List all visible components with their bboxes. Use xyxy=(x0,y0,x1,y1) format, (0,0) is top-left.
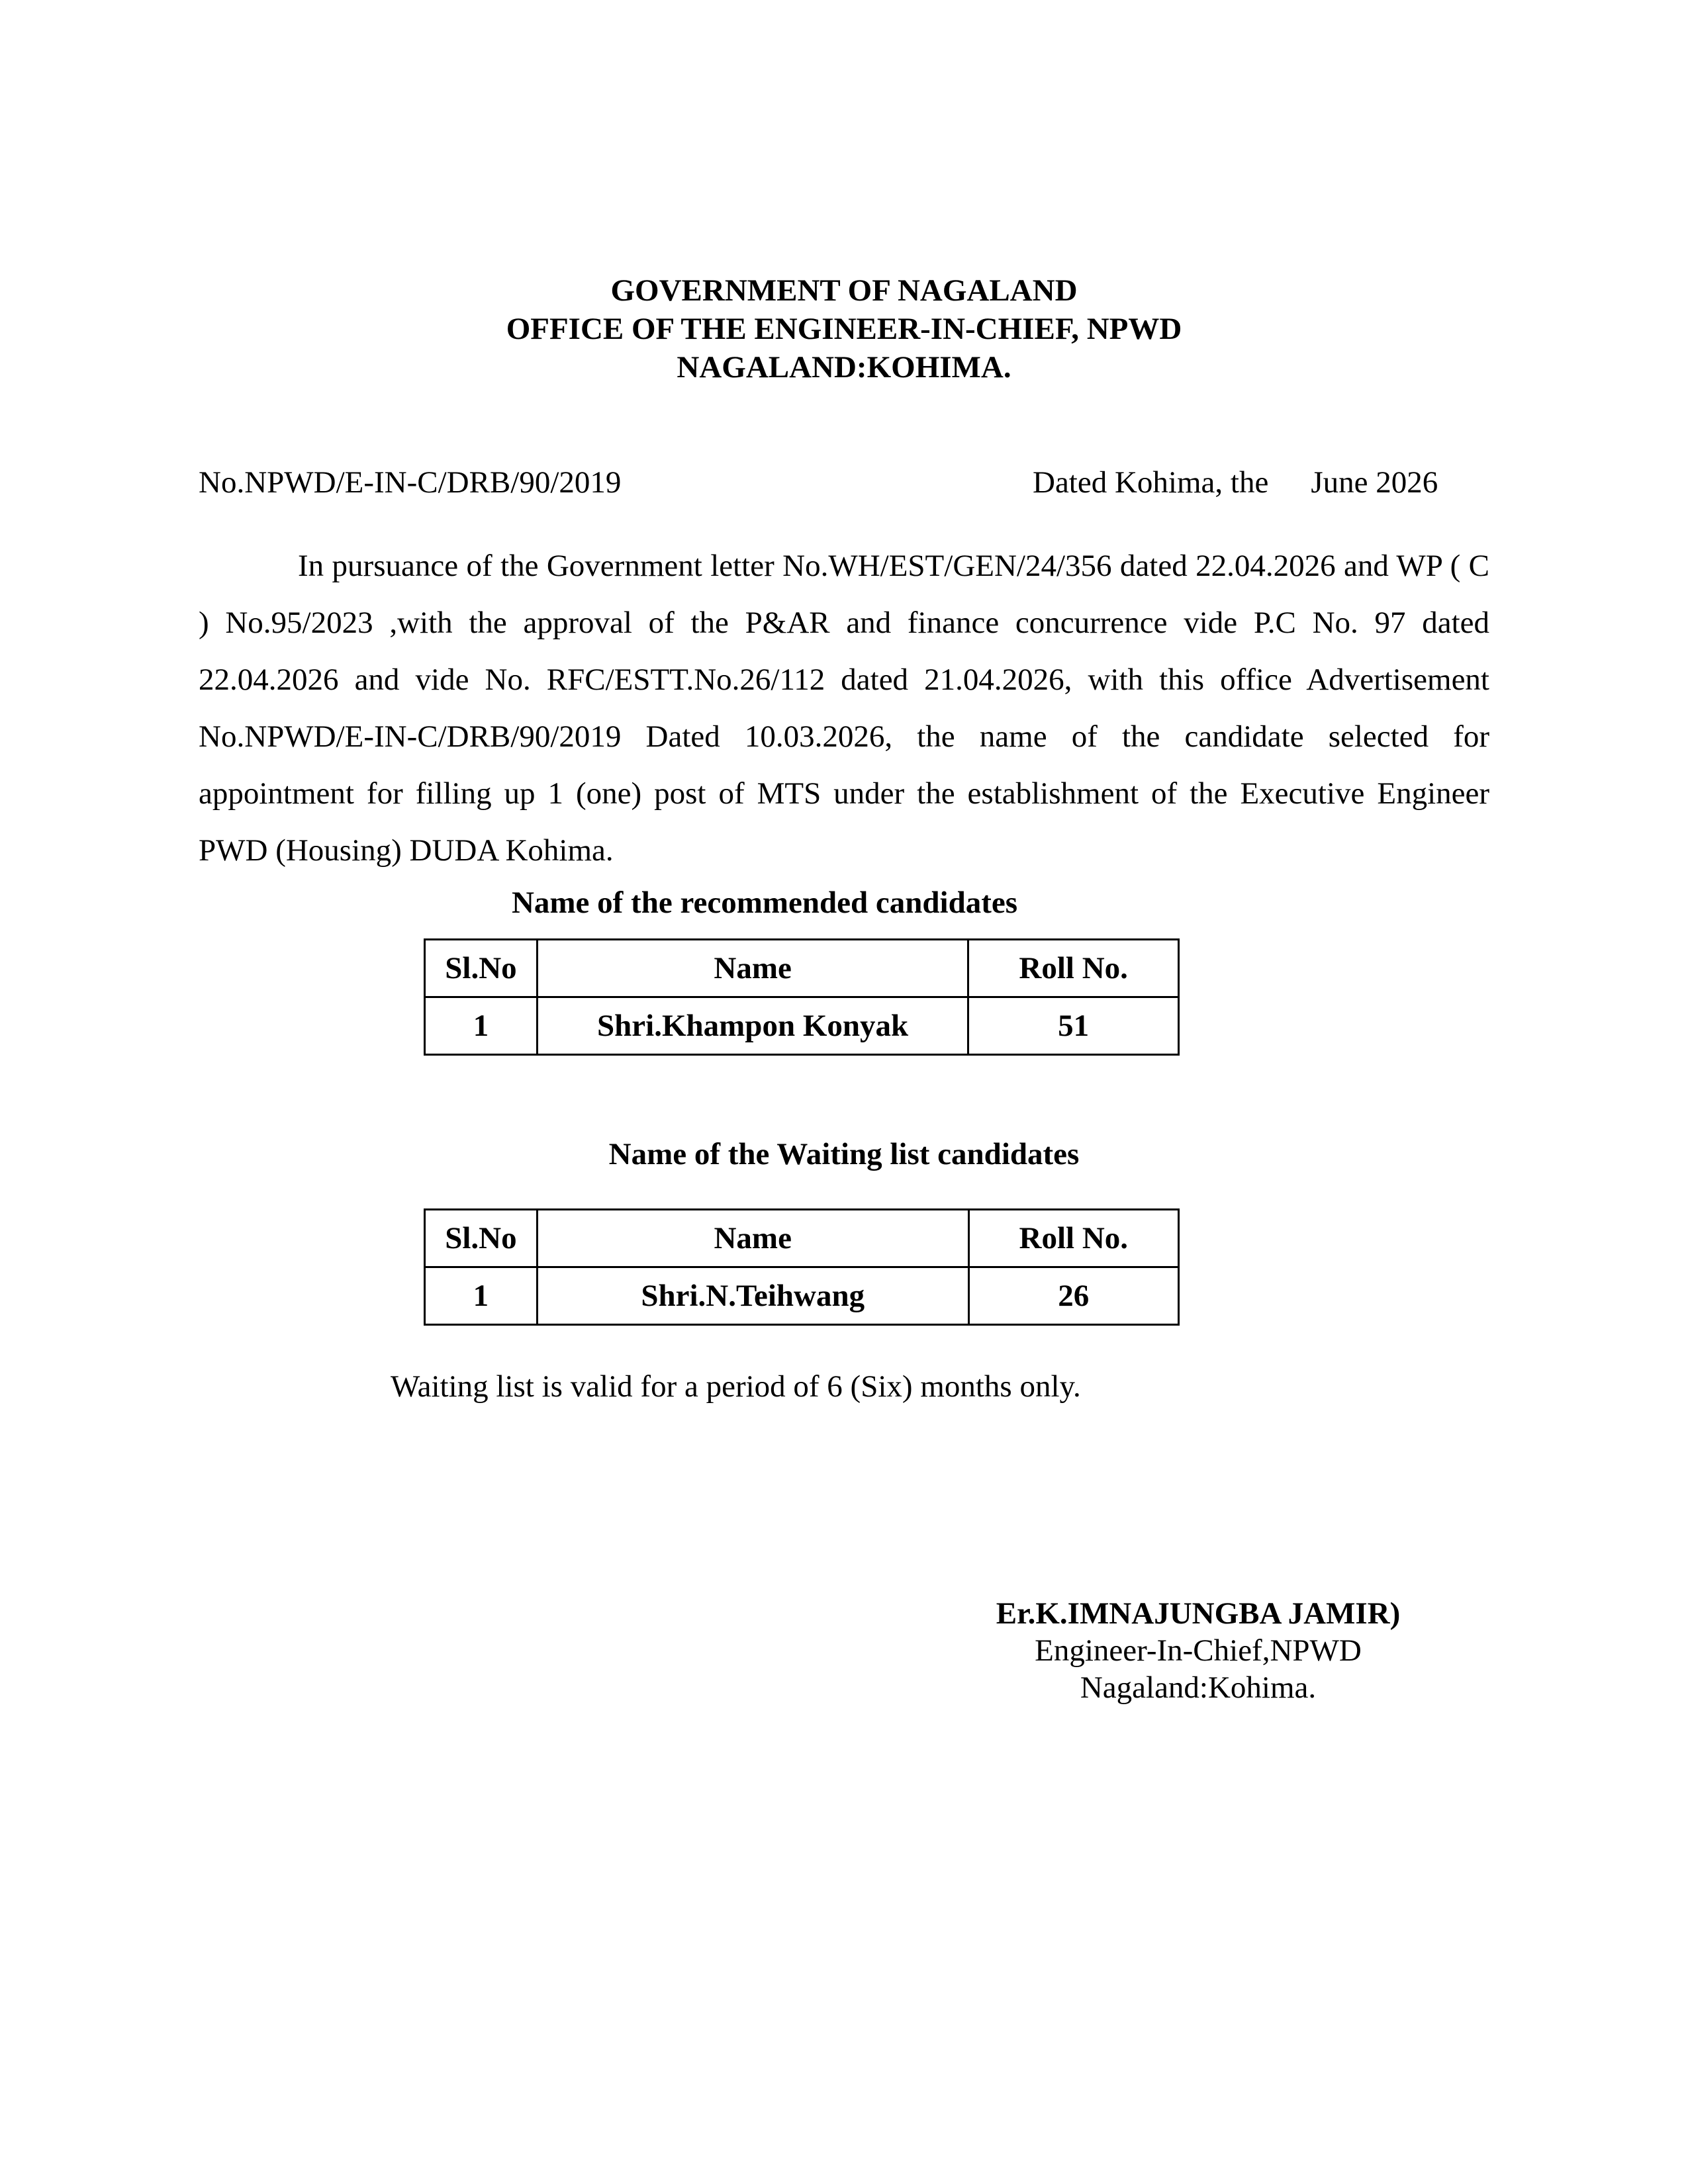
validity-note: Waiting list is valid for a period of 6 (Six) months only. xyxy=(391,1369,1081,1404)
waiting-title: Name of the Waiting list candidates xyxy=(608,1137,1080,1171)
cell-name: Shri.N.Teihwang xyxy=(537,1267,968,1325)
cell-name: Shri.Khampon Konyak xyxy=(537,997,968,1055)
table-header-row xyxy=(425,940,1179,997)
recommended-table xyxy=(424,938,1180,1056)
signatory-name: Er.K.IMNAJUNGBA JAMIR) xyxy=(996,1596,1401,1631)
table-row xyxy=(425,997,1179,1055)
table-header-row xyxy=(425,1210,1179,1267)
reference-number: No.NPWD/E-IN-C/DRB/90/2019 xyxy=(199,465,622,500)
dated-prefix: Dated Kohima, the xyxy=(1033,465,1269,500)
header-slno: Sl.No xyxy=(425,1210,538,1267)
signature-block xyxy=(953,1595,1443,1706)
header-rollno: Roll No. xyxy=(968,940,1179,997)
cell-slno: 1 xyxy=(425,1267,538,1325)
header-office: OFFICE OF THE ENGINEER-IN-CHIEF, NPWD xyxy=(506,312,1182,346)
table-row xyxy=(425,1267,1179,1325)
dated-month: June 2026 xyxy=(1311,465,1438,500)
header-location: NAGALAND:KOHIMA. xyxy=(677,350,1011,385)
signatory-designation: Engineer-In-Chief,NPWD xyxy=(1035,1633,1362,1668)
recommended-title: Name of the recommended candidates xyxy=(511,886,1018,920)
header-slno: Sl.No xyxy=(425,940,538,997)
header-name: Name xyxy=(537,940,968,997)
header-rollno: Roll No. xyxy=(968,1210,1178,1267)
header-government: GOVERNMENT OF NAGALAND xyxy=(610,273,1078,308)
signatory-place: Nagaland:Kohima. xyxy=(1080,1670,1317,1705)
letterhead xyxy=(0,271,1688,387)
body-paragraph: In pursuance of the Government letter No.WH/EST/GEN/24/356 dated 22.04.2026 and WP ( C ) No.95/2023 ,with the approval of the P&AR and finance concurrence vide P.C No. 97 dated 22.04.2026 and vide No. RFC/ESTT.No.26/112 dated 21.04.2026, with this office Advertisement No.NPWD/E-IN-C/DRB/90/2019 Dated 10.03.2026, the name of the candidate selected for appointment for filling up 1 (one) post of MTS under the establishment of the Executive Engineer PWD (Housing) DUDA Kohima. xyxy=(199,549,1489,868)
cell-rollno: 26 xyxy=(968,1267,1178,1325)
waiting-table xyxy=(424,1208,1180,1326)
cell-rollno: 51 xyxy=(968,997,1179,1055)
header-name: Name xyxy=(537,1210,968,1267)
cell-slno: 1 xyxy=(425,997,538,1055)
dated-line xyxy=(1033,463,1438,502)
